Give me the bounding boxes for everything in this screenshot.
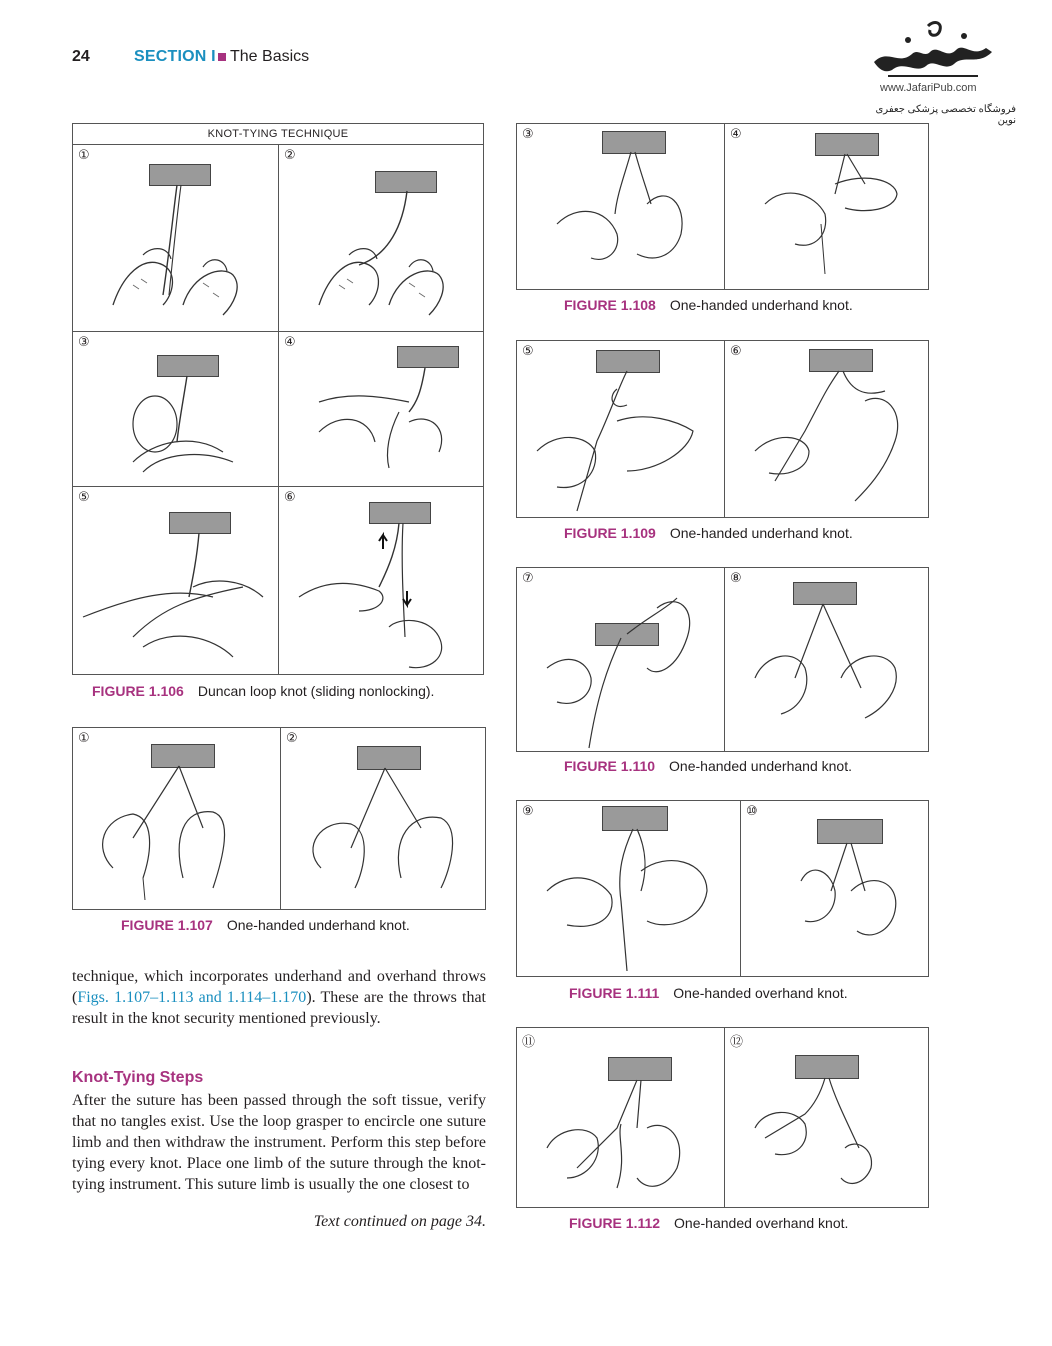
step-number: ⑪	[522, 1035, 536, 1050]
step-number: ②	[286, 731, 298, 746]
figure-caption-text: One-handed underhand knot.	[226, 917, 410, 933]
table-title: KNOT-TYING TECHNIQUE	[207, 128, 349, 140]
figure-1-111-box	[516, 800, 929, 977]
figure-1-110-box	[516, 567, 929, 752]
step-number: ⑤	[522, 344, 534, 359]
step-number: ⑫	[730, 1035, 744, 1050]
figure-label: FIGURE 1.112	[569, 1215, 661, 1231]
body-paragraph-2: After the suture has been passed through the soft tissue, verify that no tangles exist. Use the loop grasper to encircle one suture limb and then withdraw the instrument. Perform this step before tying every knot. Place one limb of the suture through the knot-tying instrument. This suture limb is usually the one closest to	[72, 1092, 486, 1193]
publisher-logo	[868, 18, 998, 84]
figure-1-108-caption	[564, 297, 853, 313]
figure-1-106-caption	[92, 683, 434, 699]
step-number: ⑩	[746, 804, 758, 819]
figure-label: FIGURE 1.108	[564, 297, 656, 313]
page-number: 24	[72, 48, 90, 65]
figure-caption-text: One-handed underhand knot.	[669, 297, 853, 313]
figure-1-108-box	[516, 123, 929, 290]
figure-1-107-step-1	[73, 728, 280, 909]
section-label: SECTION I	[134, 48, 216, 65]
figure-1-106-step-5	[73, 487, 278, 675]
step-number: ③	[522, 127, 534, 142]
figure-1-109-step-5	[517, 341, 724, 517]
figure-1-108-step-4	[725, 124, 928, 289]
step-number: ⑥	[730, 344, 742, 359]
step-number: ③	[78, 335, 90, 350]
step-number: ⑥	[284, 490, 296, 505]
body-paragraph-1: technique, which incorporates underhand and overhand throws (Figs. 1.107–1.113 and 1.114–1.170). These are the throws that result in the knot security mentioned previously.	[72, 968, 486, 1027]
step-number: ④	[284, 335, 296, 350]
figure-caption-text: One-handed underhand knot.	[669, 525, 853, 541]
figure-caption-text: One-handed underhand knot.	[669, 758, 852, 774]
step-number: ②	[284, 148, 296, 163]
figure-label: FIGURE 1.107	[121, 917, 213, 933]
figure-1-111-caption	[569, 985, 848, 1001]
figure-caption-text: Duncan loop knot (sliding nonlocking).	[197, 683, 435, 699]
figure-caption-text: One-handed overhand knot.	[674, 1215, 849, 1231]
figure-label: FIGURE 1.109	[564, 525, 656, 541]
step-number: ④	[730, 127, 742, 142]
watermark-url: www.JafariPub.com	[880, 82, 977, 94]
figure-1-106-step-2	[279, 145, 484, 331]
figure-label: FIGURE 1.110	[564, 758, 656, 774]
figure-1-110-step-7	[517, 568, 724, 751]
figure-1-109-step-6	[725, 341, 928, 517]
figure-1-107-caption	[121, 917, 410, 933]
figure-1-112-box	[516, 1027, 929, 1208]
section-subheading: Knot-Tying Steps	[72, 1069, 204, 1086]
figure-label: FIGURE 1.106	[92, 683, 184, 699]
figure-1-110-caption	[564, 758, 852, 774]
figure-caption-text: One-handed overhand knot.	[673, 985, 848, 1001]
figure-1-109-caption	[564, 525, 853, 541]
continued-note: Text continued on page 34.	[313, 1213, 486, 1230]
figure-1-110-step-8	[725, 568, 928, 751]
figure-1-108-step-3	[517, 124, 724, 289]
figure-1-107-step-2	[281, 728, 486, 909]
section-square-icon	[218, 53, 226, 61]
figure-1-111-step-10	[741, 801, 928, 976]
figure-1-106-step-4	[279, 332, 484, 486]
figure-1-109-box	[516, 340, 929, 518]
step-number: ⑧	[730, 571, 742, 586]
figure-1-106-step-1	[73, 145, 278, 331]
figure-1-106-box	[72, 123, 484, 675]
step-number: ⑨	[522, 804, 534, 819]
figure-1-106-step-6	[279, 487, 484, 675]
step-number: ①	[78, 731, 90, 746]
step-number: ⑦	[522, 571, 534, 586]
section-title: The Basics	[230, 48, 310, 65]
figure-1-112-caption	[569, 1215, 848, 1231]
figure-1-112-step-11	[517, 1028, 724, 1207]
figure-1-106-step-3	[73, 332, 278, 486]
step-number: ①	[78, 148, 90, 163]
figure-1-112-step-12	[725, 1028, 928, 1207]
figure-1-107-box	[72, 727, 486, 910]
figure-label: FIGURE 1.111	[569, 985, 660, 1001]
figure-reference-link[interactable]: Figs. 1.107–1.113 and 1.114–1.170	[77, 989, 307, 1006]
watermark-store: فروشگاه تخصصی پزشکی جعفری نوین	[875, 104, 1016, 126]
step-number: ⑤	[78, 490, 90, 505]
figure-1-111-step-9	[517, 801, 740, 976]
